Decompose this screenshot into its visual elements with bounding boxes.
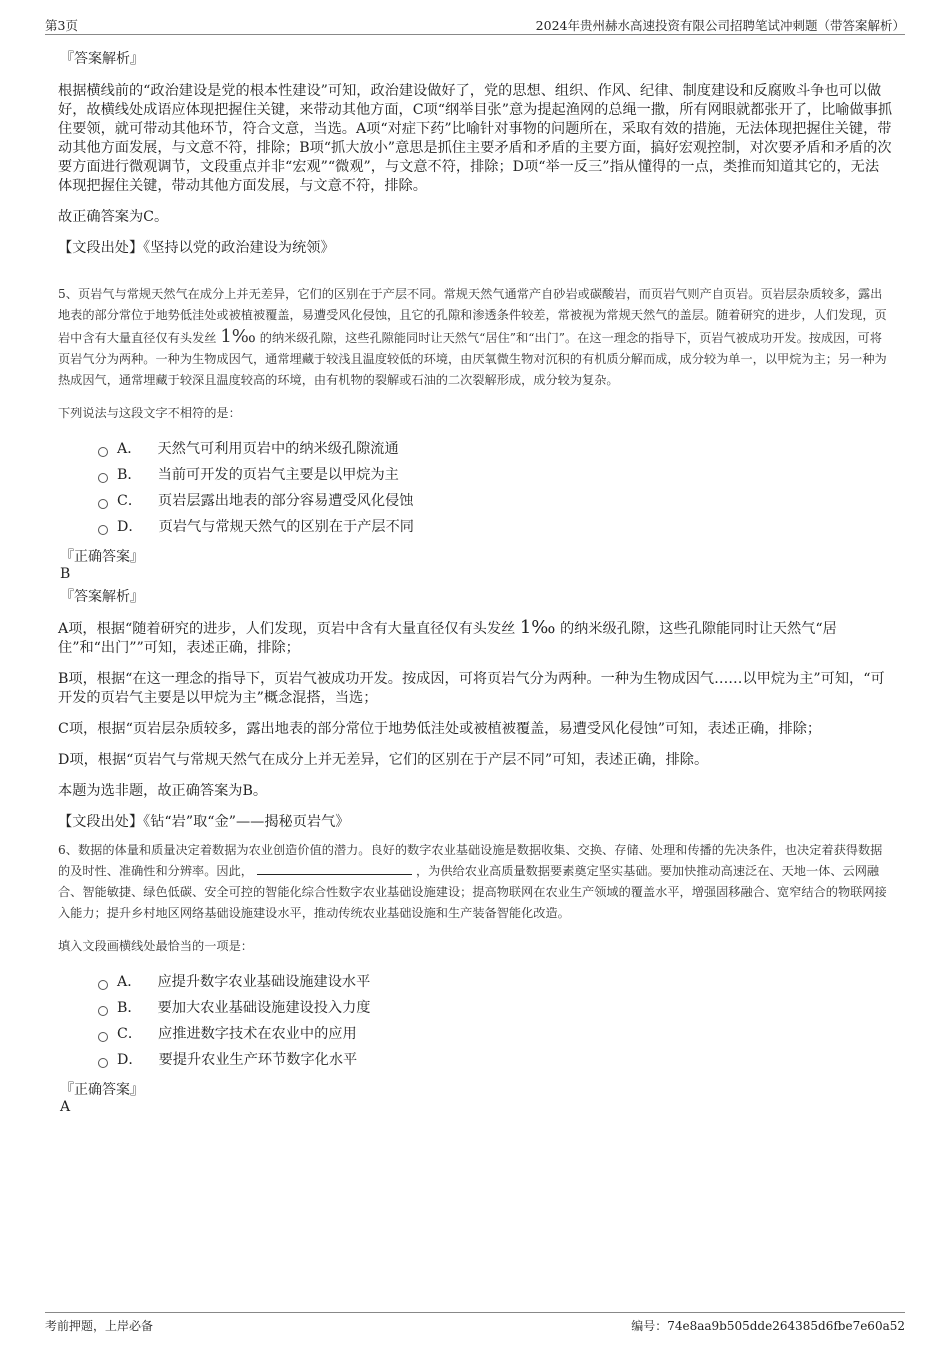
q5-options bbox=[98, 436, 893, 540]
radio-icon[interactable] bbox=[98, 499, 108, 509]
radio-icon[interactable] bbox=[98, 473, 108, 483]
page-footer bbox=[45, 1312, 905, 1335]
page-header bbox=[45, 14, 905, 35]
q6-options bbox=[98, 969, 893, 1073]
permille-symbol: 1‰ bbox=[519, 617, 556, 638]
q5-analysis-b: B项，根据“在这一理念的指导下，页岩气被成功开发。按成因，可将页岩气分为两种。一种为生物成因气……以甲烷为主”可知，“可开发的页岩气主要是以甲烷为主”概念混搭，当选； bbox=[58, 671, 885, 706]
radio-icon[interactable] bbox=[98, 447, 108, 457]
radio-icon[interactable] bbox=[98, 1006, 108, 1016]
q5-analysis-d: D项，根据“页岩气与常规天然气在成分上并无差异，它们的区别在于产层不同”可知，表述正确，排除。 bbox=[58, 752, 709, 768]
q5-answer: B bbox=[60, 566, 71, 582]
q5-conclusion: 本题为选非题，故正确答案为B。 bbox=[58, 783, 268, 799]
page-number: 第3页 bbox=[45, 18, 78, 33]
document-title: 2024年贵州赫水高速投资有限公司招聘笔试冲刺题（带答案解析） bbox=[535, 18, 905, 33]
q5-source: 【文段出处】《钻“岩”取“金”——揭秘页岩气》 bbox=[58, 814, 350, 830]
q5-analysis-a: A项，根据“随着研究的进步，人们发现，页岩中含有大量直径仅有头发丝 1‰ 的纳米级孔隙，这些孔隙能同时让天然气“居住”和“出门””可知，表述正确，排除； bbox=[58, 617, 837, 656]
q6-answer: A bbox=[60, 1099, 71, 1115]
q6-question: 填入文段画横线处最恰当的一项是： bbox=[58, 939, 253, 953]
answer-analysis-label: 『答案解析』 bbox=[60, 589, 144, 605]
q5-passage: 5、页岩气与常规天然气在成分上并无差异，它们的区别在于产层不同。常规天然气通常产自砂岩或碳酸岩，而页岩气则产自页岩。页岩层杂质较多，露出地表的部分常位于地势低洼处或被植被覆盖，易遭受风化侵蚀，且它的孔隙和渗透条件较差，常被视为常规天然气的盖层。随着研究的进步，人们发现，页岩中含有大量直径仅有头发丝 1‰ 的纳米级孔隙，这些孔隙能同时让天然气“居住”和“出门”。在这一理念的指导下，页岩气被成功开发。按成因，可将页岩气分为两种。一种为生物成因气，通常埋藏于较浅且温度较低的环境，由厌氧微生物对沉积的有机质分解而成，成分较为单一，以甲烷为主；另一种为热成因气，通常埋藏于较深且温度较高的环境，由有机物的裂解或石油的二次裂解形成，成分较为复杂。 bbox=[58, 287, 887, 387]
q6-option-a[interactable]: A． 应提升数字农业基础设施建设水平 bbox=[98, 969, 893, 995]
radio-icon[interactable] bbox=[98, 525, 108, 535]
radio-icon[interactable] bbox=[98, 980, 108, 990]
q5-option-b[interactable]: B． 当前可开发的页岩气主要是以甲烷为主 bbox=[98, 462, 893, 488]
correct-answer-label: 『正确答案』 bbox=[60, 549, 144, 565]
q6-option-b[interactable]: B． 要加大农业基础设施建设投入力度 bbox=[98, 995, 893, 1021]
q4-analysis: 根据横线前的“政治建设是党的根本性建设”可知，政治建设做好了，党的思想、组织、作风、纪律、制度建设和反腐败斗争也可以做好，故横线处成语应体现把握住关键，来带动其他方面，C项“纲举目张”意为提起渔网的总绳一撒，所有网眼就都张开了，比喻做事抓住要领，就可带动其他环节，符合文意，当选。A项“对症下药”比喻针对事物的问题所在，采取有效的措施，无法体现把握住关键，带动其他方面发展，与文意不符，排除；B项“抓大放小”意思是抓住主要矛盾和矛盾的主要方面，搞好宏观控制，对次要矛盾和矛盾的次要方面进行微观调节，文段重点并非“宏观”“微观”，与文意不符，排除；D项“举一反三”指从懂得的一点，类推而知道其它的，无法体现把握住关键，带动其他方面发展，与文意不符，排除。 bbox=[58, 83, 893, 194]
q4-source: 【文段出处】《坚持以党的政治建设为统领》 bbox=[58, 240, 335, 256]
q5-analysis-c: C项，根据“页岩层杂质较多，露出地表的部分常位于地势低洼处或被植被覆盖，易遭受风化侵蚀”可知，表述正确，排除； bbox=[58, 721, 822, 737]
q6-option-d[interactable]: D． 要提升农业生产环节数字化水平 bbox=[98, 1047, 893, 1073]
q5-option-a[interactable]: A． 天然气可利用页岩中的纳米级孔隙流通 bbox=[98, 436, 893, 462]
radio-icon[interactable] bbox=[98, 1032, 108, 1042]
q5-option-d[interactable]: D． 页岩气与常规天然气的区别在于产层不同 bbox=[98, 514, 893, 540]
q5-option-c[interactable]: C． 页岩层露出地表的部分容易遭受风化侵蚀 bbox=[98, 488, 893, 514]
document-code: 编号：74e8aa9b505dde264385d6fbe7e60a52 bbox=[631, 1319, 905, 1333]
document-body bbox=[58, 46, 893, 1115]
q6-option-c[interactable]: C． 应推进数字技术在农业中的应用 bbox=[98, 1021, 893, 1047]
fill-blank bbox=[257, 864, 412, 875]
q6-passage: 6、数据的体量和质量决定着数据为农业创造价值的潜力。良好的数字农业基础设施是数据收集、交换、存储、处理和传播的先决条件，也决定着获得数据的及时性、准确性和分辨率。因此， ，为供给农业高质量数据要素奠定坚实基础。要加快推动高速泛在、天地一体、云网融合、智能敏捷、绿色低碳、安全可控的智能化综合性数字农业基础设施建设；提高物联网在农业生产领域的覆盖水平，增强固移融合、宽窄结合的物联网接入能力；提升乡村地区网络基础设施建设水平，推动传统农业基础设施和生产装备智能化改造。 bbox=[58, 843, 887, 920]
answer-analysis-label: 『答案解析』 bbox=[60, 51, 144, 67]
footer-slogan: 考前押题，上岸必备 bbox=[45, 1319, 154, 1333]
q5-question: 下列说法与这段文字不相符的是： bbox=[58, 406, 241, 420]
permille-symbol: 1‰ bbox=[220, 326, 256, 347]
radio-icon[interactable] bbox=[98, 1058, 108, 1068]
q4-conclusion: 故正确答案为C。 bbox=[58, 209, 169, 225]
correct-answer-label: 『正确答案』 bbox=[60, 1082, 144, 1098]
